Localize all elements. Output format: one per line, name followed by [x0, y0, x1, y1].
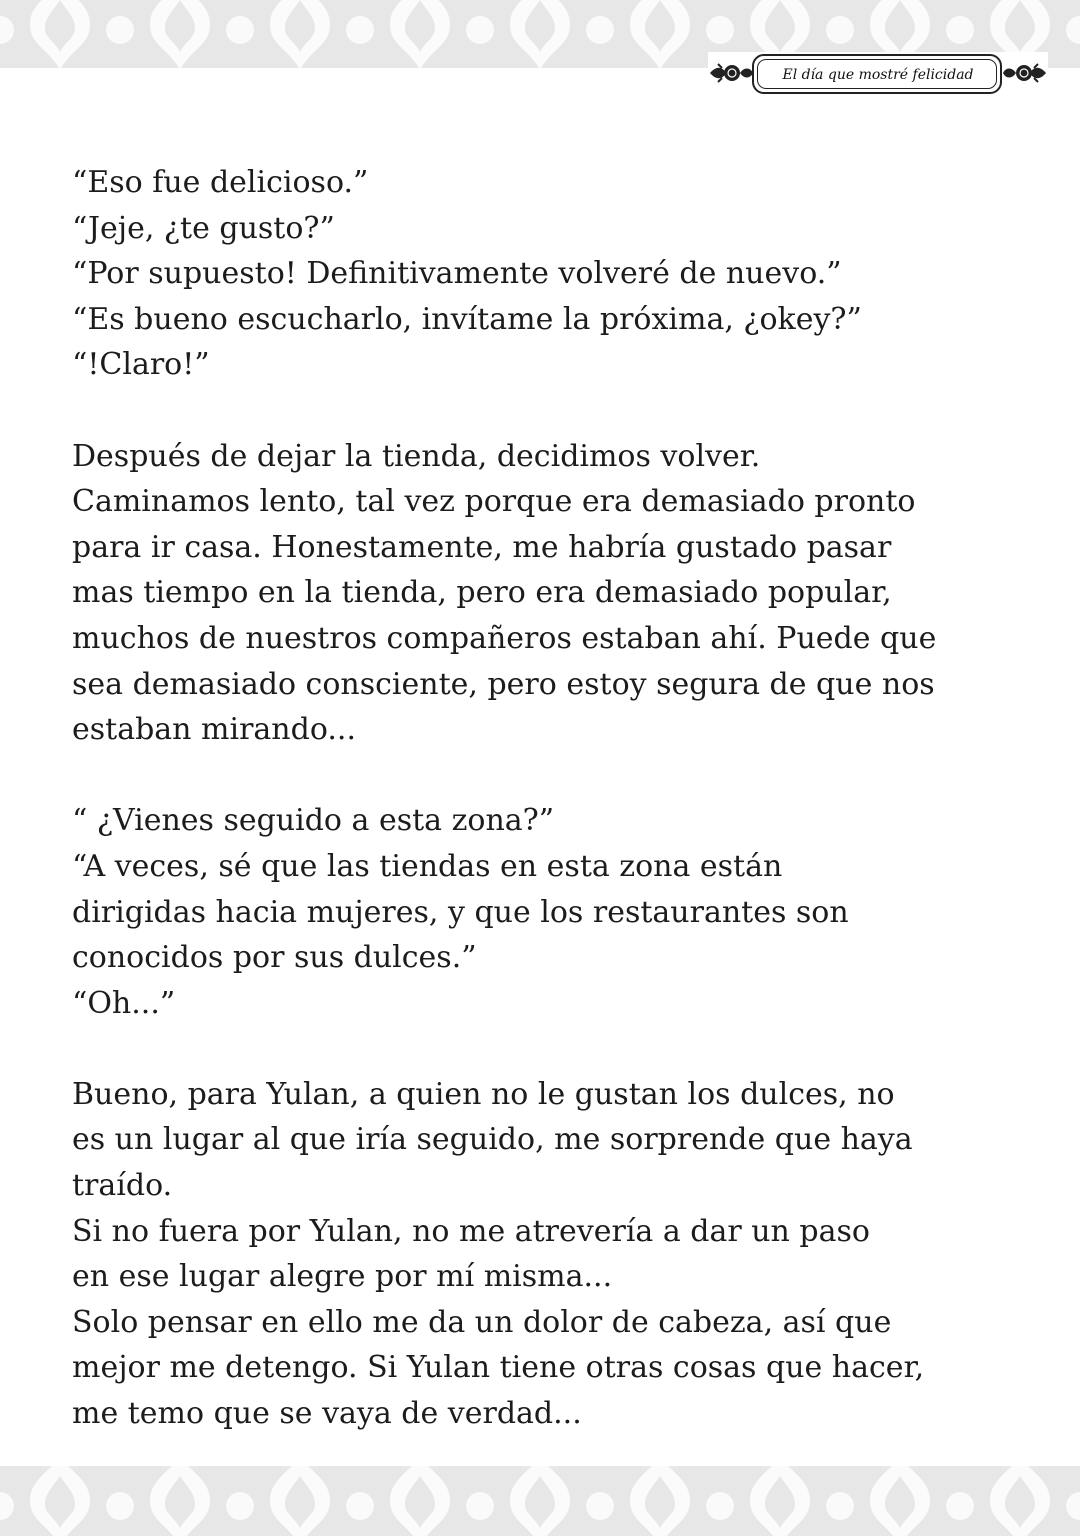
text-line: conocidos por sus dulces.”: [72, 940, 477, 976]
text-line: Caminamos lento, tal vez porque era demasiado pronto: [72, 484, 916, 520]
text-line: “Es bueno escucharlo, invítame la próxima, ¿okey?”: [72, 301, 862, 337]
text-line: sea demasiado consciente, pero estoy segura de que nos: [72, 666, 935, 702]
damask-pattern-bottom: [0, 1466, 1080, 1536]
text-line: “Oh...”: [72, 985, 176, 1021]
text-line: “!Claro!”: [72, 347, 210, 383]
text-line: Después de dejar la tienda, decidimos volver.: [72, 438, 761, 474]
text-line: muchos de nuestros compañeros estaban ahí. Puede que: [72, 620, 937, 656]
rose-ornament-left-icon: [708, 58, 754, 88]
text-line: “Por supuesto! Definitivamente volveré de nuevo.”: [72, 256, 842, 292]
text-line: “Eso fue delicioso.”: [72, 165, 369, 200]
paragraph-gap: [72, 753, 1032, 799]
body-text: [72, 160, 1032, 1437]
chapter-header: [708, 52, 1048, 98]
text-line: mejor me detengo. Si Yulan tiene otras cosas que hacer,: [72, 1350, 925, 1386]
text-line: en ese lugar alegre por mí misma...: [72, 1259, 613, 1295]
text-line: me temo que se vaya de verdad...: [72, 1396, 582, 1432]
text-line: Bueno, para Yulan, a quien no le gustan los dulces, no: [72, 1076, 895, 1112]
paragraph-gap: [72, 388, 1032, 434]
text-line: para ir casa. Honestamente, me habría gustado pasar: [72, 529, 892, 565]
text-line: mas tiempo en la tienda, pero era demasiado popular,: [72, 575, 892, 611]
text-line: es un lugar al que iría seguido, me sorprende que haya: [72, 1122, 913, 1158]
text-line: dirigidas hacia mujeres, y que los restaurantes son: [72, 894, 849, 930]
text-line: Solo pensar en ello me da un dolor de cabeza, así que: [72, 1304, 892, 1340]
text-line: estaban mirando...: [72, 712, 356, 748]
chapter-title: El día que mostré felicidad: [782, 67, 974, 83]
rose-ornament-right-icon: [1002, 58, 1048, 88]
paragraph-gap: [72, 1026, 1032, 1072]
text-line: “ ¿Vienes seguido a esta zona?”: [72, 803, 555, 839]
text-line: traído.: [72, 1168, 173, 1204]
text-line: “Jeje, ¿te gusto?”: [72, 210, 335, 246]
text-line: “A veces, sé que las tiendas en esta zona están: [72, 848, 783, 884]
text-line: Si no fuera por Yulan, no me atrevería a dar un paso: [72, 1213, 870, 1249]
